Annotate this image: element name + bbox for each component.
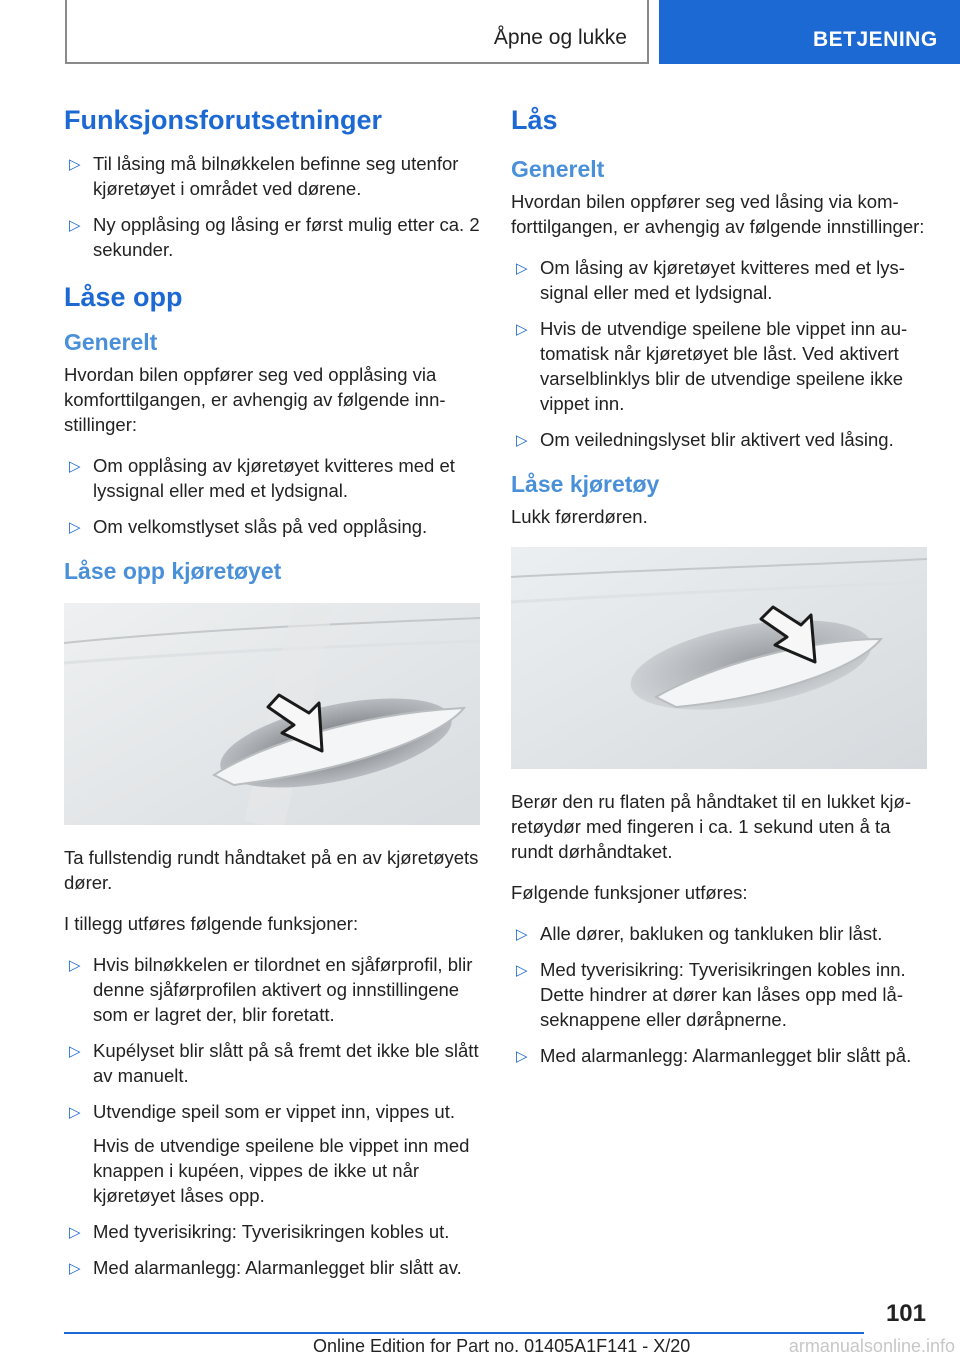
footer-divider [64,1332,864,1334]
lukk-text: Lukk førerdøren. [511,506,648,527]
header-chapter-tab[interactable]: BETJENING [659,0,960,64]
header-section-title: Åpne og lukke [493,26,627,49]
list-item: ▷ Med alarmanlegg: Alarmanlegget blir slått av. [64,1255,482,1280]
door-handle-lock-photo [511,547,927,769]
funksjon-list [64,151,482,262]
heading-las: Lås [511,105,558,135]
heading-lase-opp: Låse opp [64,282,183,312]
triangle-bullet-icon: ▷ [516,962,528,979]
heading-generelt: Generelt [64,329,158,355]
list-item: ▷ Om veiledningslyset blir aktivert ved låsing. [511,427,929,452]
watermark[interactable]: armanualsonline.info [788,1336,955,1356]
heading-lase-kjoretoy: Låse kjøretøy [511,471,660,497]
heading-lase-opp-kjoretoyet: Låse opp kjøretøyet [64,558,282,584]
beror-text: Berør den ru flaten på håndtaket til en lukket kjøretøydør med fingeren i ca. 1 sekund uten å ta rundt dørhåndtaket. [511,791,912,862]
generelt-text: Hvordan bilen oppfører seg ved opplåsing via komforttilgangen, er avhengig av følgende innstillinger: [64,364,446,435]
list-item: ▷ Kupélyset blir slått på så fremt det ikke ble slått av manuelt. [69,1040,479,1086]
triangle-bullet-icon: ▷ [69,458,81,475]
triangle-bullet-icon: ▷ [69,957,81,974]
heading-funksjonsforutsetninger: Funksjonsforutsetninger [64,105,383,135]
triangle-bullet-icon: ▷ [516,1048,528,1065]
left-column [64,103,482,1298]
generelt-list [64,453,482,539]
triangle-bullet-icon: ▷ [69,1043,81,1060]
triangle-bullet-icon: ▷ [69,519,81,536]
triangle-bullet-icon: ▷ [516,926,528,943]
generelt-list [511,255,929,452]
folgende-list [511,921,929,1068]
triangle-bullet-icon: ▷ [516,432,528,449]
footer-edition: Online Edition for Part no. 01405A1F141 - X/20 [313,1336,691,1356]
list-item: ▷ Med tyverisikring: Tyverisikringen kobles inn. Dette hindrer at dører kan låses opp med låseknappene eller døråpnerne. [516,959,906,1030]
triangle-bullet-icon: ▷ [69,1224,81,1241]
triangle-bullet-icon: ▷ [69,1104,81,1121]
folgende-text: Følgende funksjoner utføres: [511,882,748,903]
list-item: ▷ Om opplåsing av kjøretøyet kvitteres med et lyssignal eller med et lydsignal. [69,455,455,501]
triangle-bullet-icon: ▷ [516,260,528,277]
door-handle-unlock-photo [64,603,480,825]
speil-note: Hvis de utvendige speilene ble vippet inn med knappen i kupéen, vippes de ikke ut når kjøretøyet låses opp. [93,1135,470,1206]
grip-handle-text: Ta fullstendig rundt håndtaket på en av kjøretøyets dører. [64,847,479,893]
generelt-text: Hvordan bilen oppfører seg ved låsing via komforttilgangen, er avhengig av følgende innstillinger: [511,191,925,237]
triangle-bullet-icon: ▷ [69,217,81,234]
list-item: ▷ Alle dører, bakluken og tankluken blir låst. [511,921,929,946]
triangle-bullet-icon: ▷ [69,156,81,173]
tillegg-text: I tillegg utføres følgende funksjoner: [64,913,359,934]
page-number: 101 [885,1300,926,1327]
list-item: ▷ Utvendige speil som er vippet inn, vippes ut. Hvis de utvendige speilene ble vippet inn med knappen i kupéen, vippes de ikke ut når kjøretøyet låses opp. [64,1099,482,1208]
right-column [511,103,929,1086]
triangle-bullet-icon: ▷ [69,1260,81,1277]
list-item: ▷ Om velkomstlyset slås på ved opplåsing. [64,514,482,539]
list-item: ▷ Til låsing må bilnøkkelen befinne seg utenfor kjøretøyet i området ved dørene. [69,153,459,199]
list-item: ▷ Ny opplåsing og låsing er først mulig etter ca. 2 sekunder. [69,214,480,260]
list-item: ▷ Med tyverisikring: Tyverisikringen kobles ut. [64,1219,482,1244]
list-item: ▷ Om låsing av kjøretøyet kvitteres med et lyssignal eller med et lydsignal. [516,257,905,303]
triangle-bullet-icon: ▷ [516,321,528,338]
tillegg-list [64,952,482,1280]
heading-generelt: Generelt [511,156,605,182]
list-item: ▷ Med alarmanlegg: Alarmanlegget blir slått på. [511,1043,929,1068]
list-item: ▷ Hvis de utvendige speilene ble vippet inn automatisk når kjøretøyet ble låst. Ved aktivert varselblinklys blir de utvendige speilene ikke vippet inn. [516,318,908,414]
list-item: ▷ Hvis bilnøkkelen er tilordnet en sjåførprofil, blir denne sjåførprofilen aktivert og innstillingene som er lagret der, blir foretatt. [69,954,473,1025]
